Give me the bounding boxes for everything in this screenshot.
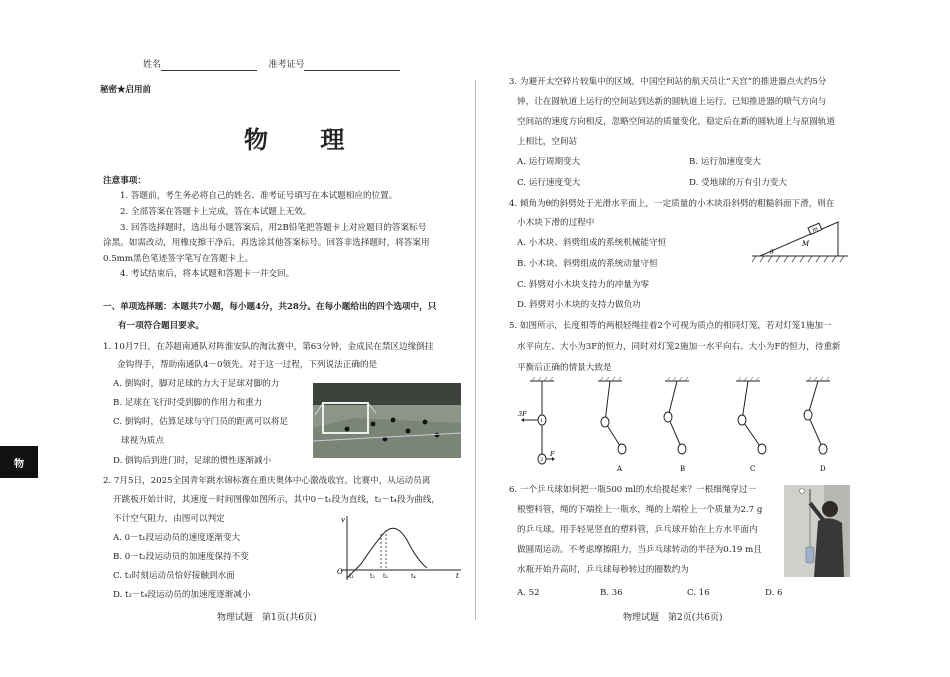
section-heading-cont: 有一项符合题目要求。	[118, 321, 204, 331]
q1-option-d: D. 倒钩后到进门时，足球的惯性逐渐减小	[113, 456, 272, 466]
q5-text: 5. 如图所示，长度相等的两根轻绳挂着2个可视为质点的相同灯笼，若对灯笼1施加一	[509, 321, 832, 331]
q5-text: 平衡后正确的情景大致是	[517, 363, 612, 373]
figure-label-a: A	[617, 465, 623, 473]
q3-option-d: D. 受地球的万有引力变大	[689, 178, 787, 188]
lantern-figure	[510, 377, 855, 475]
q1-option-a: A. 倒钩时，脚对足球的力大于足球对脚的力	[113, 379, 280, 389]
figure-label-b: B	[680, 465, 686, 473]
q3-option-b: B. 运行加速度变大	[689, 157, 761, 167]
note-item: 涂黑。如需改动，用橡皮擦干净后，再选涂其他答案标号。回答非选择题时，将答案用	[103, 238, 430, 248]
page-title: 物 理	[244, 125, 367, 154]
q2-text: 不计空气阻力，由图可以判定	[113, 514, 225, 524]
q2-text: 开跳板开始计时，其速度－时间图像如图所示，其中0－t₁段为直线，t₂－t₄段为曲线，	[113, 495, 440, 505]
note-item: 4. 考试结束后，将本试题和答题卡一并交回。	[120, 269, 295, 279]
q2-text: 2. 7月5日，2025全国青年跳水锦标赛在重庆奥体中心激战收官。比赛中，从运动员离	[103, 476, 431, 486]
vt-graph	[335, 512, 465, 584]
q3-text: 上相比，空间站	[517, 137, 578, 147]
graph-v-label: v	[341, 516, 345, 524]
q3-text: 钟，让在圆轨道上运行的空间站到达新的圆轨道上运行。已知推进器的喷气方向与	[517, 97, 827, 107]
note-item: 3. 回答选择题时，选出每小题答案后，用2B铅笔把答题卡上对应题目的答案标号	[120, 223, 427, 233]
name-label: 姓名	[143, 60, 162, 70]
footer-page-1: 物理试题 第1页(共6页)	[217, 613, 317, 623]
q4-option-c: C. 斜劈对小木块支持力的冲量为零	[517, 280, 650, 290]
theta-label: θ	[770, 249, 774, 256]
note-item: 1. 答题前，考生务必将自己的姓名、准考证号填写在本试题相应的位置。	[120, 191, 398, 201]
q1-option-c-cont: 球视为质点	[121, 436, 164, 446]
q6-text: 做圆周运动。不考虑摩擦阻力，当乒乓球转动的半径为0.19 m且	[517, 545, 762, 555]
q3-option-a: A. 运行周期变大	[517, 157, 581, 167]
force-3f-label: 3F	[518, 410, 527, 418]
force-f-label: F	[550, 450, 555, 458]
notes-heading: 注意事项：	[103, 176, 146, 186]
q3-text: 空间站的速度方向相反，忽略空间站的质量变化，稳定后在新的圆轨道上与原圆轨道	[517, 117, 835, 127]
q6-option-a: A. 52	[517, 588, 540, 598]
q1-text: 1. 10月7日，在苏超南通队对阵淮安队的淘汰赛中，第63分钟，金成民在禁区边缘倒挂	[103, 342, 434, 352]
graph-t3-label: t₃	[383, 573, 388, 580]
q2-option-a: A. 0－t₁段运动员的速度逐渐变大	[113, 533, 241, 543]
section-heading: 一、单项选择题：本题共7小题，每小题4分，共28分。在每小题给出的四个选项中，只	[103, 302, 437, 312]
page-divider	[475, 80, 476, 620]
secret-label: 秘密★启用前	[100, 85, 152, 95]
q2-option-b: B. 0－t₂段运动员的加速度保持不变	[113, 552, 249, 562]
exam-header	[143, 59, 400, 71]
q4-option-d: D. 斜劈对小木块的支持力做负功	[517, 300, 641, 310]
note-item: 0.5mm黑色笔迹签字笔写在答题卡上。	[103, 254, 254, 264]
q3-option-c: C. 运行速度变大	[517, 178, 581, 188]
q4-option-b: B. 小木块、斜劈组成的系统动量守恒	[517, 259, 658, 269]
q1-option-c: C. 倒钩时，估算足球与守门员的距离可以将足	[113, 417, 289, 427]
graph-t4-label: t₄	[411, 573, 416, 580]
graph-t-label: t	[456, 572, 459, 580]
q6-text: 的乒乓球。用手轻晃竖直的塑料管，乒乓球开始在上方水平面内	[517, 525, 758, 535]
q5-text: 水平向左、大小为3F的恒力，同时对灯笼2施加一水平向右、大小为F的恒力，待重新	[517, 342, 841, 352]
incline-figure	[750, 218, 850, 264]
graph-t1-label: t₁	[349, 573, 354, 580]
subject-tab: 物	[0, 446, 38, 478]
note-item: 2. 全部答案在答题卡上完成，答在本试题上无效。	[120, 207, 312, 217]
q1-text: 金钩得手，帮助南通队4－0领先。对于这一过程，下列说法正确的是	[117, 360, 378, 370]
block-m-label: m	[811, 225, 820, 235]
graph-t2-label: t₂	[370, 573, 375, 580]
name-field[interactable]	[161, 61, 257, 71]
q6-option-d: D. 6	[765, 588, 783, 598]
q4-text: 小木块下滑的过程中	[517, 218, 595, 228]
wedge-m-label: M	[802, 240, 810, 248]
q3-text: 3. 为避开太空碎片较集中的区域，中国空间站的航天员让“天宫”的推进器点火约5分	[509, 77, 827, 87]
q2-option-d: D. t₂－t₄段运动员的加速度逐渐减小	[113, 590, 251, 600]
figure-label-c: C	[750, 465, 756, 473]
figure-label-d: D	[820, 465, 826, 473]
q1-option-b: B. 足球在飞行时受到脚的作用力和重力	[113, 398, 263, 408]
exam-no-label: 准考证号	[268, 60, 305, 70]
q6-text: 水瓶开始升高时，乒乓球每秒转过的圈数约为	[517, 565, 689, 575]
ping-pong-photo	[784, 485, 850, 577]
q4-text: 4. 倾角为θ的斜劈处于光滑水平面上，一定质量的小木块沿斜劈的粗糙斜面下滑，则在	[509, 199, 835, 209]
q2-option-c: C. t₃时刻运动员恰好接触到水面	[113, 571, 235, 581]
q6-option-c: C. 16	[687, 588, 710, 598]
lantern-2-label: 2	[540, 457, 544, 463]
q4-option-a: A. 小木块、斜劈组成的系统机械能守恒	[517, 238, 667, 248]
exam-no-field[interactable]	[304, 61, 400, 71]
footer-page-2: 物理试题 第2页(共6页)	[623, 613, 723, 623]
q6-text: 根塑料管，绳的下端拴上一瓶水，绳的上端栓上一个质量为2.7 g	[517, 505, 763, 515]
q6-option-b: B. 36	[600, 588, 623, 598]
soccer-photo	[313, 383, 461, 458]
q6-text: 6. 一个乒乓球如何把一瓶500 ml的水给提起来？一根细绳穿过一	[509, 485, 757, 495]
lantern-1-label: 1	[540, 418, 544, 424]
graph-o-label: O	[337, 568, 343, 576]
